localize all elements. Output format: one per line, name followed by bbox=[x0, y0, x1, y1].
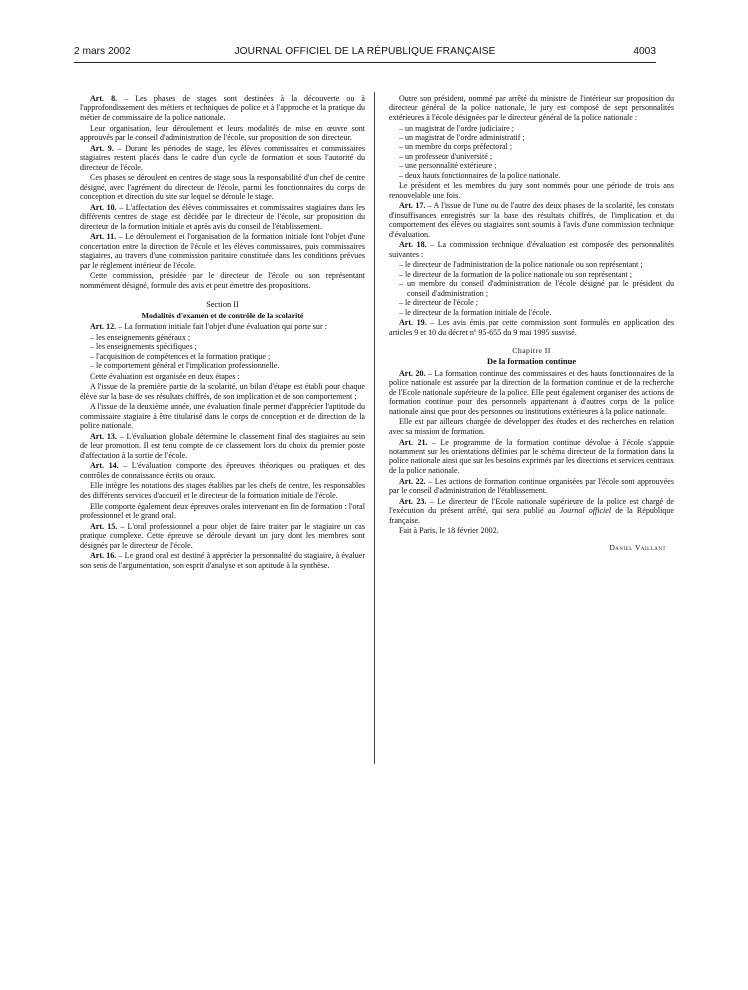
article-label: Art. 18. bbox=[399, 240, 427, 250]
article-label: Art. 8. bbox=[90, 94, 118, 103]
page-number: 4003 bbox=[633, 46, 656, 57]
article-text: – Le programme de la formation continue dévolue à l'école s'appuie notamment sur les orientations définies par le schéma directeur de la formation dans la police nationale ainsi que sur les besoins exprimés par les directions et services centraux de la police nationale. bbox=[389, 437, 674, 475]
paragraph: Le président et les membres du jury sont nommés pour une période de trois ans renouvelable une fois. bbox=[389, 181, 674, 200]
article-label: Art. 14. bbox=[90, 461, 119, 471]
article-21 bbox=[389, 438, 674, 476]
paragraph: Outre son président, nommé par arrêté du ministre de l'intérieur sur proposition du directeur général de la police nationale, le jury est composé de sept personnalités extérieures à l'école désignées par le directeur général de la police nationale : bbox=[389, 94, 674, 122]
article-text: – Le déroulement et l'organisation de la formation initiale font l'objet d'une concertation entre la direction de l'école et les élèves commissaires, puis commissaires stagiaires, au travers d'une commission paritaire constituée dans les conditions prévues par le règlement intérieur de l'école. bbox=[80, 232, 366, 270]
article-text: – L'oral professionnel a pour objet de faire traiter par le stagiaire un cas pratique complexe. Cette épreuve se déroule devant un jury dont les membres sont désignés par le directeur de l'école. bbox=[80, 521, 365, 550]
header-rule bbox=[74, 62, 656, 63]
list-item: – le directeur de la formation initiale de l'école. bbox=[399, 307, 552, 317]
journal-reference: Journal officiel bbox=[559, 506, 612, 516]
signature-name: Daniel Vaillant bbox=[609, 542, 666, 552]
paragraph: Elle est par ailleurs chargée de développer des études et des recherches en relation avec sa mission de formation. bbox=[389, 417, 674, 436]
article-text: – Les avis émis par cette commission sont formulés en application des articles 9 et 10 du décret nº 95-655 du 9 mai 1995 susvisé. bbox=[389, 318, 674, 337]
article-8 bbox=[80, 94, 365, 122]
list-item: – deux hauts fonctionnaires de la police nationale. bbox=[399, 170, 561, 180]
article-label: Art. 13. bbox=[90, 431, 117, 441]
article-text: – Le grand oral est destiné à apprécier la personnalité du stagiaire, à évaluer son sens de l'argumentation, son esprit d'analyse et son aptitude à la synthèse. bbox=[80, 551, 365, 570]
signing-place-date: Fait à Paris, le 18 février 2002. bbox=[399, 526, 499, 536]
article-text: – L'affectation des élèves commissaires et commissaires stagiaires dans les différents centres de stage est décidée par le directeur de l'école, sur proposition du directeur de la formation initiale et après avis du conseil de l'établissement. bbox=[80, 202, 365, 231]
article-9 bbox=[80, 144, 365, 172]
article-19 bbox=[389, 318, 674, 337]
paragraph: Leur organisation, leur déroulement et leurs modalités de mise en œuvre sont approuvés par le conseil d'administration de l'école, sur proposition de son directeur. bbox=[80, 123, 365, 142]
article-label: Art. 17. bbox=[399, 201, 426, 211]
list-item: – un magistrat de l'ordre judiciaire ; bbox=[399, 123, 514, 133]
column-divider bbox=[374, 92, 375, 764]
list-item: – un professeur d'université ; bbox=[399, 151, 493, 161]
jury-list bbox=[389, 124, 674, 181]
list-item: – un membre du corps préfectoral ; bbox=[399, 142, 513, 152]
article-23 bbox=[389, 497, 674, 525]
article-label: Art. 12. bbox=[90, 322, 117, 332]
article-text: – Le directeur de l'Ecole nationale supérieure de la police est chargé de l'exécution du présent arrêté, qui sera publié au bbox=[389, 496, 674, 516]
signature bbox=[389, 543, 674, 552]
article-text: – Les actions de formation continue organisées par l'école sont approuvées par le conseil d'administration de l'établissement. bbox=[389, 476, 674, 495]
chapter-title: De la formation continue bbox=[486, 356, 577, 366]
article-12 bbox=[80, 322, 365, 331]
article-14 bbox=[80, 461, 365, 480]
article-22 bbox=[389, 477, 674, 496]
article-20 bbox=[389, 369, 674, 416]
chapter-heading: Chapitre II bbox=[512, 346, 551, 356]
list-item: – le directeur de l'école ; bbox=[399, 298, 478, 308]
article-text: – L'évaluation globale détermine le classement final des stagiaires au sein de leur promotion. Il est tenu compte de ce classement lors du choix du premier poste d'affectation à la sortie de l'école. bbox=[80, 431, 365, 460]
section-heading: Section II bbox=[206, 300, 239, 310]
paragraph: A l'issue de la première partie de la scolarité, un bilan d'étape est établi pour chaque élève sur la base de ses résultats chiffrés, de son implication et de son comportement ; bbox=[80, 382, 365, 401]
article-label: Art. 9. bbox=[90, 143, 114, 153]
list-item: – le directeur de la formation de la police nationale ou son représentant ; bbox=[399, 269, 633, 279]
article-label: Art. 10. bbox=[90, 202, 117, 212]
article-11 bbox=[80, 232, 365, 270]
paragraph: A l'issue de la deuxième année, une évaluation finale permet d'apprécier l'aptitude du commissaire stagiaire à être titularisé dans le corps de conception et de direction de la police nationale. bbox=[80, 402, 365, 431]
list-item: – le directeur de l'administration de la police nationale ou son représentant ; bbox=[399, 260, 643, 270]
article-text: – L'évaluation comporte des épreuves théoriques ou pratiques et des contrôles de connaissance écrits ou oraux. bbox=[80, 461, 365, 480]
list-item: – un magistrat de l'ordre administratif ; bbox=[399, 133, 525, 142]
article-text: – La commission technique d'évaluation est composée des personnalités suivantes : bbox=[389, 240, 674, 259]
list-item: – les enseignements spécifiques ; bbox=[90, 342, 197, 352]
article-16 bbox=[80, 551, 365, 570]
page-header bbox=[74, 46, 656, 62]
article-label: Art. 21. bbox=[399, 437, 428, 447]
list-item: – les enseignements généraux ; bbox=[90, 332, 191, 342]
evaluation-list bbox=[80, 333, 365, 371]
paragraph: Cette évaluation est organisée en deux étapes : bbox=[90, 371, 240, 381]
paragraph: Ces phases se déroulent en centres de stage sous la responsabilité d'un chef de centre désigné, avec l'agrément du directeur de l'école, parmi les fonctionnaires du corps de conception et direction du site sur lequel se déroule le stage. bbox=[80, 173, 365, 202]
article-label: Art. 15. bbox=[90, 521, 118, 531]
article-label: Art. 11. bbox=[90, 232, 117, 242]
left-column bbox=[80, 94, 365, 571]
journal-title: JOURNAL OFFICIEL DE LA RÉPUBLIQUE FRANÇAISE bbox=[234, 46, 496, 57]
list-item: – une personnalité extérieure ; bbox=[399, 161, 497, 171]
article-label: Art. 16. bbox=[90, 551, 117, 561]
article-text: – La formation continue des commissaires et des hauts fonctionnaires de la police nationale est assurée par la direction de la formation continue et de la recherche de l'Ecole nationale supérieure de la police. Elle peut également organiser des actions de formation continue pour des personnels appartenant à d'autres corps de la police nationale ainsi que pour des personnes ou institutions extérieures à la police nationale. bbox=[389, 368, 674, 416]
article-text: – Les phases de stages sont destinées à la découverte ou à l'approfondissement des métiers et techniques de police et à l'approche et la pratique du métier de commissaire de la police nationale. bbox=[80, 94, 365, 122]
issue-date: 2 mars 2002 bbox=[74, 46, 131, 57]
article-text: – La formation initiale fait l'objet d'une évaluation qui porte sur : bbox=[116, 322, 327, 332]
article-text: – A l'issue de l'une ou de l'autre des deux phases de la scolarité, les constats d'insuffisances enregistrés sur la base des résultats chiffrés, de l'implication et du comportement des élèves ou stagiaires sont soumis à l'avis d'une commission technique d'évaluation. bbox=[389, 201, 674, 239]
article-text: – Durant les périodes de stage, les élèves commissaires et commissaires stagiaires restent placés dans le cadre d'un cycle de formation et sous l'autorité du directeur de l'école. bbox=[80, 143, 366, 172]
article-18 bbox=[389, 240, 674, 259]
article-label: Art. 23. bbox=[399, 496, 427, 506]
commission-list bbox=[389, 260, 674, 317]
article-text: de la République française. bbox=[389, 506, 674, 525]
list-item: – un membre du conseil d'administration de l'école désigné par le président du conseil d'administration ; bbox=[399, 279, 674, 298]
paragraph: Elle comporte également deux épreuves orales intervenant en fin de formation : l'oral professionnel et le grand oral. bbox=[80, 501, 365, 521]
article-label: Art. 19. bbox=[399, 318, 427, 328]
paragraph: Cette commission, présidée par le directeur de l'école ou son représentant nommément désigné, formule des avis et peut émettre des propositions. bbox=[80, 271, 365, 290]
paragraph: Elle intègre les notations des stages établies par les chefs de centre, les responsables des différents services d'accueil et le directeur de la formation initiale de l'école. bbox=[80, 481, 365, 500]
list-item: – le comportement général et l'implication professionnelle. bbox=[90, 361, 280, 371]
article-10 bbox=[80, 203, 365, 231]
article-13 bbox=[80, 432, 365, 460]
article-label: Art. 22. bbox=[399, 476, 426, 486]
section-subheading: Modalités d'examen et de contrôle de la scolarité bbox=[141, 310, 304, 320]
list-item: – l'acquisition de compétences et la formation pratique ; bbox=[90, 351, 271, 361]
right-column bbox=[389, 94, 674, 552]
article-label: Art. 20. bbox=[399, 368, 426, 378]
article-17 bbox=[389, 201, 674, 239]
article-15 bbox=[80, 522, 365, 550]
